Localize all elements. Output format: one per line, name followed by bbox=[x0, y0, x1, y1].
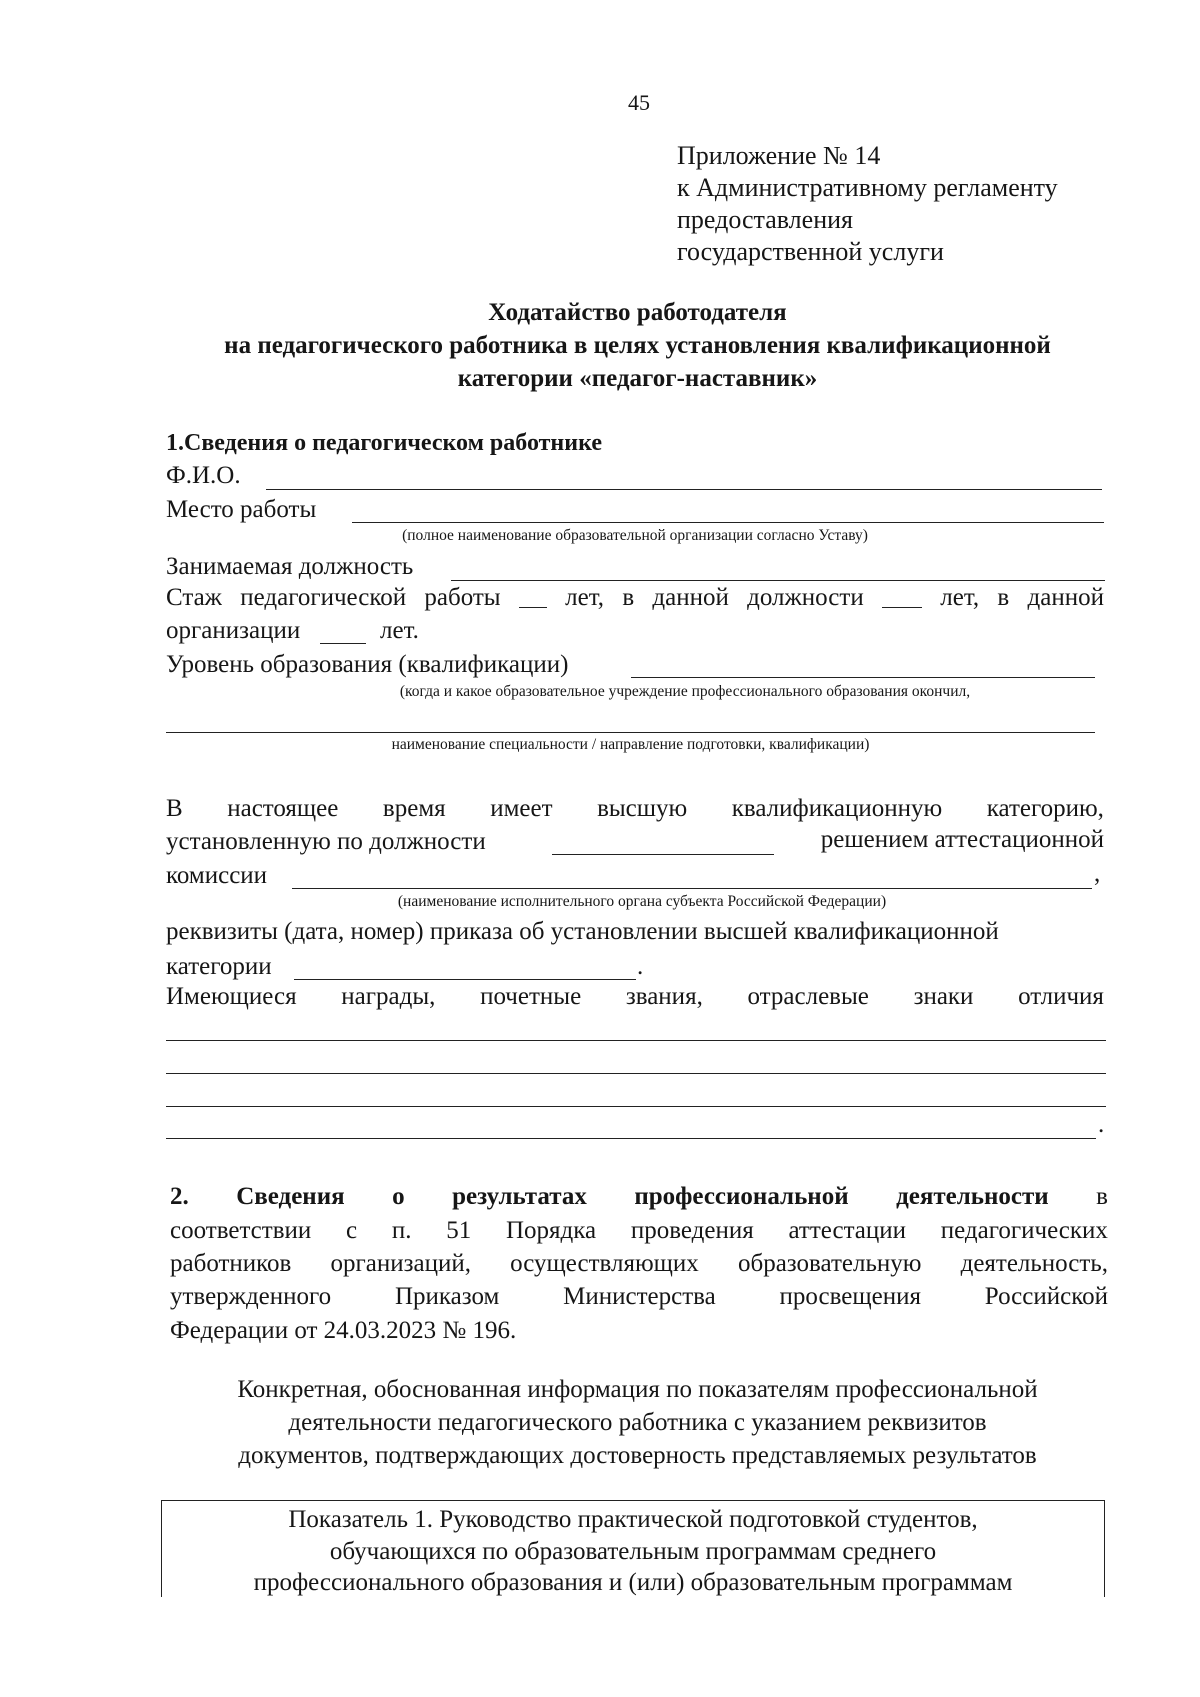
section-2-word: образовательную bbox=[737, 1250, 922, 1277]
section-2-word: Приказом bbox=[394, 1283, 500, 1310]
experience-line-2-end: лет. bbox=[380, 617, 419, 644]
section-2-word: о bbox=[392, 1183, 405, 1210]
section-2-word: п. bbox=[391, 1217, 412, 1244]
section-2-word: профессиональной bbox=[634, 1183, 849, 1210]
category-word: высшую bbox=[597, 795, 688, 822]
position-label: Занимаемая должность bbox=[166, 553, 414, 580]
education-caption-2: наименование специальности / направление подготовки, квалификации) bbox=[391, 736, 870, 753]
info-heading-line-3: документов, подтверждающих достоверность представляемых результатов bbox=[238, 1442, 1037, 1469]
section-2-word: Порядка bbox=[505, 1217, 597, 1244]
indicator-1-line-3: профессионального образования и (или) образовательным программам bbox=[253, 1569, 1013, 1596]
section-2-line-3 bbox=[170, 1250, 1108, 1278]
info-heading-line-1: Конкретная, обоснованная информация по показателям профессиональной bbox=[237, 1376, 1038, 1403]
category-word: имеет bbox=[490, 795, 553, 822]
workplace-label: Место работы bbox=[166, 496, 317, 523]
awards-word: звания, bbox=[625, 983, 703, 1010]
workplace-caption: (полное наименование образовательной организации согласно Уставу) bbox=[402, 527, 868, 544]
category-line-2-a: установленную по должности bbox=[166, 828, 486, 855]
section-2-word: с bbox=[346, 1217, 358, 1244]
category-end: . bbox=[637, 953, 644, 980]
title-line-2: на педагогического работника в целях установления квалификационной bbox=[224, 332, 1051, 359]
section-2-word: деятельность, bbox=[960, 1250, 1108, 1277]
experience-line bbox=[166, 584, 1104, 612]
awards-line bbox=[166, 983, 1104, 1011]
category-word: категорию, bbox=[986, 795, 1104, 822]
category-word: квалификационную bbox=[731, 795, 943, 822]
appendix-line-4: государственной услуги bbox=[677, 237, 944, 266]
experience-word: лет, bbox=[940, 584, 980, 611]
section-2-word: утвержденного bbox=[170, 1283, 332, 1310]
category-label: категории bbox=[166, 953, 272, 980]
experience-word: данной bbox=[652, 584, 729, 611]
awards-field-line-1[interactable] bbox=[166, 1040, 1106, 1041]
commission-end: , bbox=[1094, 860, 1101, 887]
awards-word: почетные bbox=[480, 983, 582, 1010]
section-2-word: 51 bbox=[446, 1217, 472, 1244]
section-2-word: работников bbox=[170, 1250, 292, 1277]
section-2-word: результатах bbox=[452, 1183, 587, 1210]
awards-field-line-3[interactable] bbox=[166, 1106, 1106, 1107]
experience-word: в bbox=[997, 584, 1010, 611]
appendix-line-1: Приложение № 14 bbox=[677, 141, 881, 170]
section-1-heading: 1.Сведения о педагогическом работнике bbox=[166, 430, 602, 456]
section-2-word: просвещения bbox=[779, 1283, 921, 1310]
section-2-word: аттестации bbox=[788, 1217, 907, 1244]
section-2-line-2 bbox=[170, 1217, 1108, 1245]
appendix-line-2: к Административному регламенту bbox=[677, 173, 1058, 202]
awards-word: отраслевые bbox=[747, 983, 869, 1010]
page-number: 45 bbox=[628, 90, 650, 115]
experience-word: должности bbox=[747, 584, 864, 611]
section-2-word: Российской bbox=[984, 1283, 1108, 1310]
section-2-word: соответствии bbox=[170, 1217, 312, 1244]
experience-word: данной bbox=[1027, 584, 1104, 611]
info-heading-line-2: деятельности педагогического работника с указанием реквизитов bbox=[288, 1409, 987, 1436]
position-field[interactable] bbox=[451, 580, 1105, 581]
education-label: Уровень образования (квалификации) bbox=[166, 651, 569, 678]
fio-label: Ф.И.О. bbox=[166, 462, 241, 489]
section-2-word: Министерства bbox=[563, 1283, 716, 1310]
awards-word: отличия bbox=[1018, 983, 1104, 1010]
commission-caption: (наименование исполнительного органа субъекта Российской Федерации) bbox=[397, 893, 887, 910]
experience-word: педагогической bbox=[240, 584, 407, 611]
section-2-line-5: Федерации от 24.03.2023 № 196. bbox=[170, 1317, 517, 1344]
fio-field[interactable] bbox=[266, 489, 1102, 490]
section-2-word: организаций, bbox=[330, 1250, 471, 1277]
section-2-line-1 bbox=[170, 1183, 1108, 1211]
category-line-1 bbox=[166, 795, 1104, 823]
experience-line-2-label: организации bbox=[166, 617, 301, 644]
workplace-field[interactable] bbox=[352, 522, 1104, 523]
indicator-1-line-1: Показатель 1. Руководство практической подготовкой студентов, bbox=[288, 1506, 978, 1533]
category-order-field[interactable] bbox=[294, 979, 636, 980]
indicator-1-line-2: обучающихся по образовательным программам среднего bbox=[329, 1538, 937, 1565]
section-2-word: 2. bbox=[170, 1183, 189, 1210]
requisites-line: реквизиты (дата, номер) приказа об установлении высшей квалификационной bbox=[166, 918, 999, 945]
experience-position-years-field[interactable] bbox=[882, 584, 922, 608]
education-caption-1: (когда и какое образовательное учреждение профессионального образования окончил, bbox=[399, 683, 971, 700]
awards-word: знаки bbox=[913, 983, 974, 1010]
appendix-line-3: предоставления bbox=[677, 205, 853, 234]
awards-end: . bbox=[1098, 1111, 1105, 1138]
experience-organization-years-field[interactable] bbox=[320, 643, 366, 644]
section-2-word: проведения bbox=[630, 1217, 754, 1244]
title-line-1: Ходатайство работодателя bbox=[488, 299, 787, 326]
experience-word: в bbox=[622, 584, 635, 611]
section-2-word: Сведения bbox=[236, 1183, 345, 1210]
category-line-2-b: решением аттестационной bbox=[820, 826, 1104, 853]
awards-word: награды, bbox=[341, 983, 436, 1010]
awards-word: Имеющиеся bbox=[166, 983, 297, 1010]
experience-word: лет, bbox=[565, 584, 605, 611]
awards-field-line-4[interactable] bbox=[166, 1138, 1096, 1139]
commission-field[interactable] bbox=[292, 888, 1092, 889]
education-field[interactable] bbox=[631, 677, 1095, 678]
category-word: В bbox=[166, 795, 183, 822]
section-2-word: осуществляющих bbox=[510, 1250, 699, 1277]
experience-word: Стаж bbox=[166, 584, 222, 611]
experience-pedagogical-years-field[interactable] bbox=[519, 584, 547, 608]
experience-word: работы bbox=[424, 584, 501, 611]
category-word: время bbox=[382, 795, 446, 822]
category-position-field[interactable] bbox=[552, 854, 774, 855]
category-word: настоящее bbox=[227, 795, 339, 822]
section-2-word: педагогических bbox=[940, 1217, 1108, 1244]
commission-label: комиссии bbox=[166, 862, 268, 889]
section-2-line-4 bbox=[170, 1283, 1108, 1311]
education-field-line-2[interactable] bbox=[166, 732, 1095, 733]
awards-field-line-2[interactable] bbox=[166, 1073, 1106, 1074]
indicator-1-box bbox=[161, 1500, 1105, 1597]
section-2-word: деятельности bbox=[896, 1183, 1049, 1210]
title-line-3: категории «педагог-наставник» bbox=[457, 365, 818, 392]
section-2-word: в bbox=[1096, 1183, 1108, 1210]
